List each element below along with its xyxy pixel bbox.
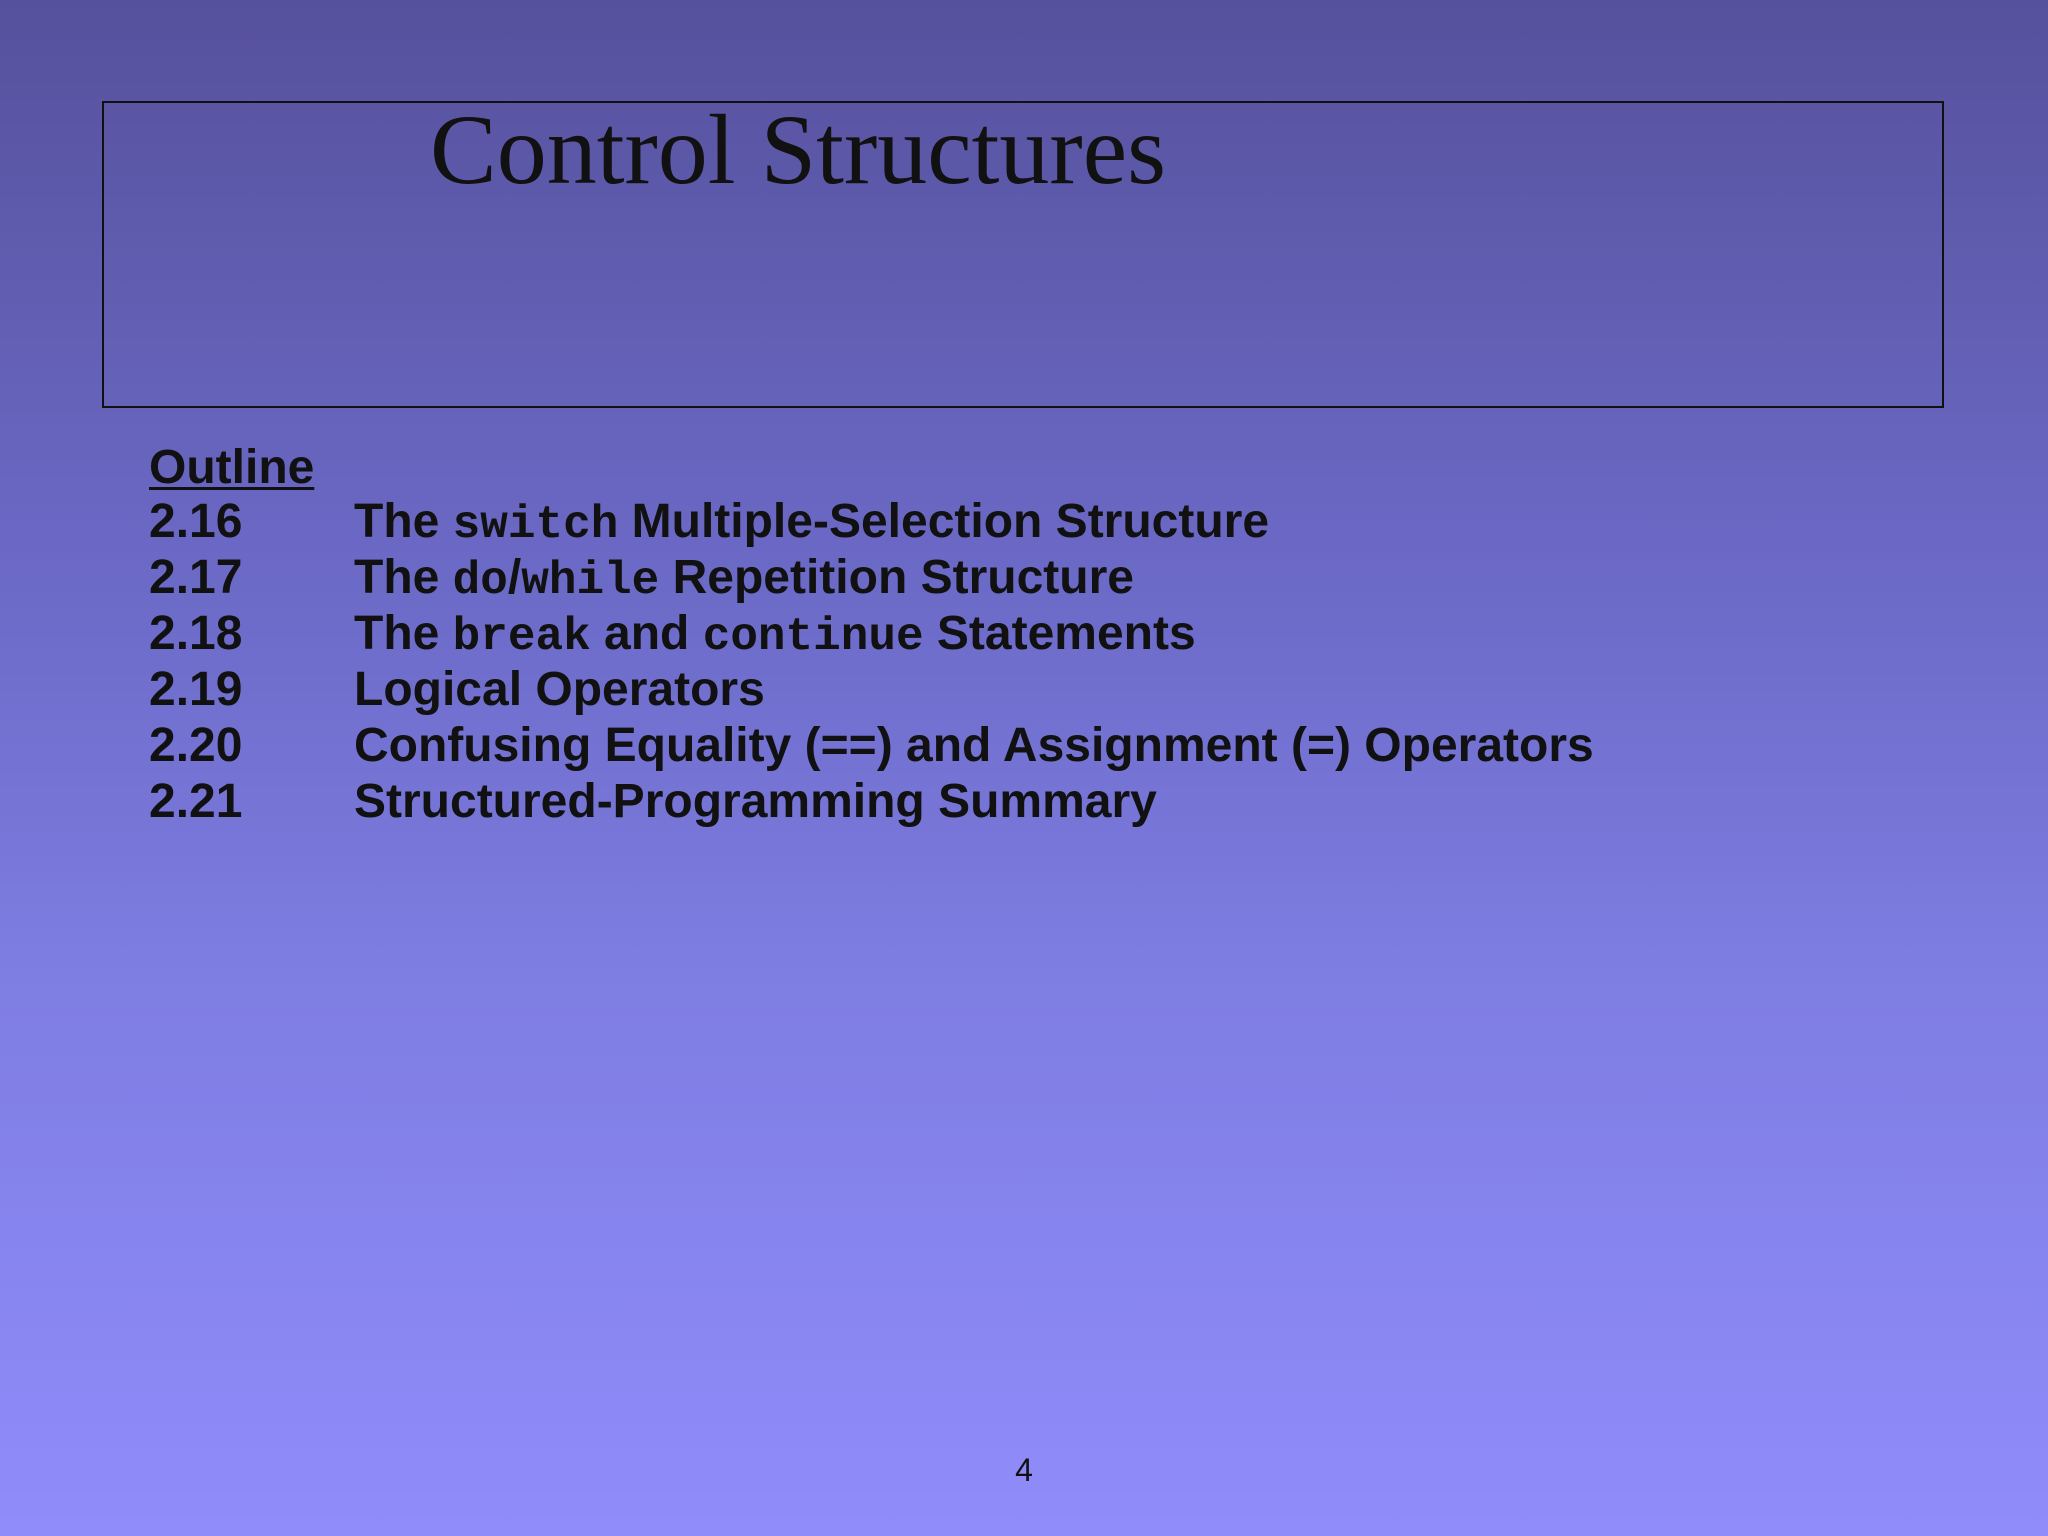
label-text: Repetition Structure [659, 551, 1134, 604]
slide-title: Control Structures [430, 94, 1167, 205]
outline-item-number: 2.20 [149, 719, 243, 772]
outline-item-number: 2.16 [149, 495, 243, 548]
outline-item [149, 606, 1949, 662]
outline-item-label [354, 662, 765, 718]
outline-item [149, 550, 1949, 606]
label-text: Multiple-Selection Structure [618, 495, 1270, 548]
outline-item-label [354, 774, 1157, 830]
outline-item [149, 494, 1949, 550]
label-text: Statements [923, 607, 1196, 660]
outline-item-label [354, 606, 1196, 665]
outline-heading: Outline [149, 441, 315, 494]
label-text: / [507, 551, 522, 604]
outline-item-number: 2.18 [149, 607, 243, 660]
outline-item-number: 2.21 [149, 775, 243, 828]
label-text: Confusing Equality (==) and Assignment (=) Operators [354, 719, 1594, 772]
code-keyword: continue [702, 611, 924, 663]
code-keyword: break [452, 611, 591, 663]
code-keyword: do [452, 555, 508, 607]
label-text: The [354, 607, 453, 660]
outline-item-label [354, 550, 1134, 609]
outline-item-label [354, 718, 1594, 774]
code-keyword: while [521, 555, 660, 607]
label-text: The [354, 495, 453, 548]
outline [149, 438, 1949, 830]
outline-item [149, 774, 1949, 830]
label-text: The [354, 551, 453, 604]
code-keyword: switch [452, 499, 619, 551]
label-text: and [590, 607, 703, 660]
outline-list [149, 494, 1949, 830]
outline-item-number: 2.17 [149, 551, 243, 604]
outline-item [149, 662, 1949, 718]
label-text: Structured-Programming Summary [354, 775, 1157, 828]
outline-item-number: 2.19 [149, 663, 243, 716]
page-number: 4 [1015, 1452, 1033, 1488]
label-text: Logical Operators [354, 663, 765, 716]
outline-item [149, 718, 1949, 774]
outline-item-label [354, 494, 1269, 553]
